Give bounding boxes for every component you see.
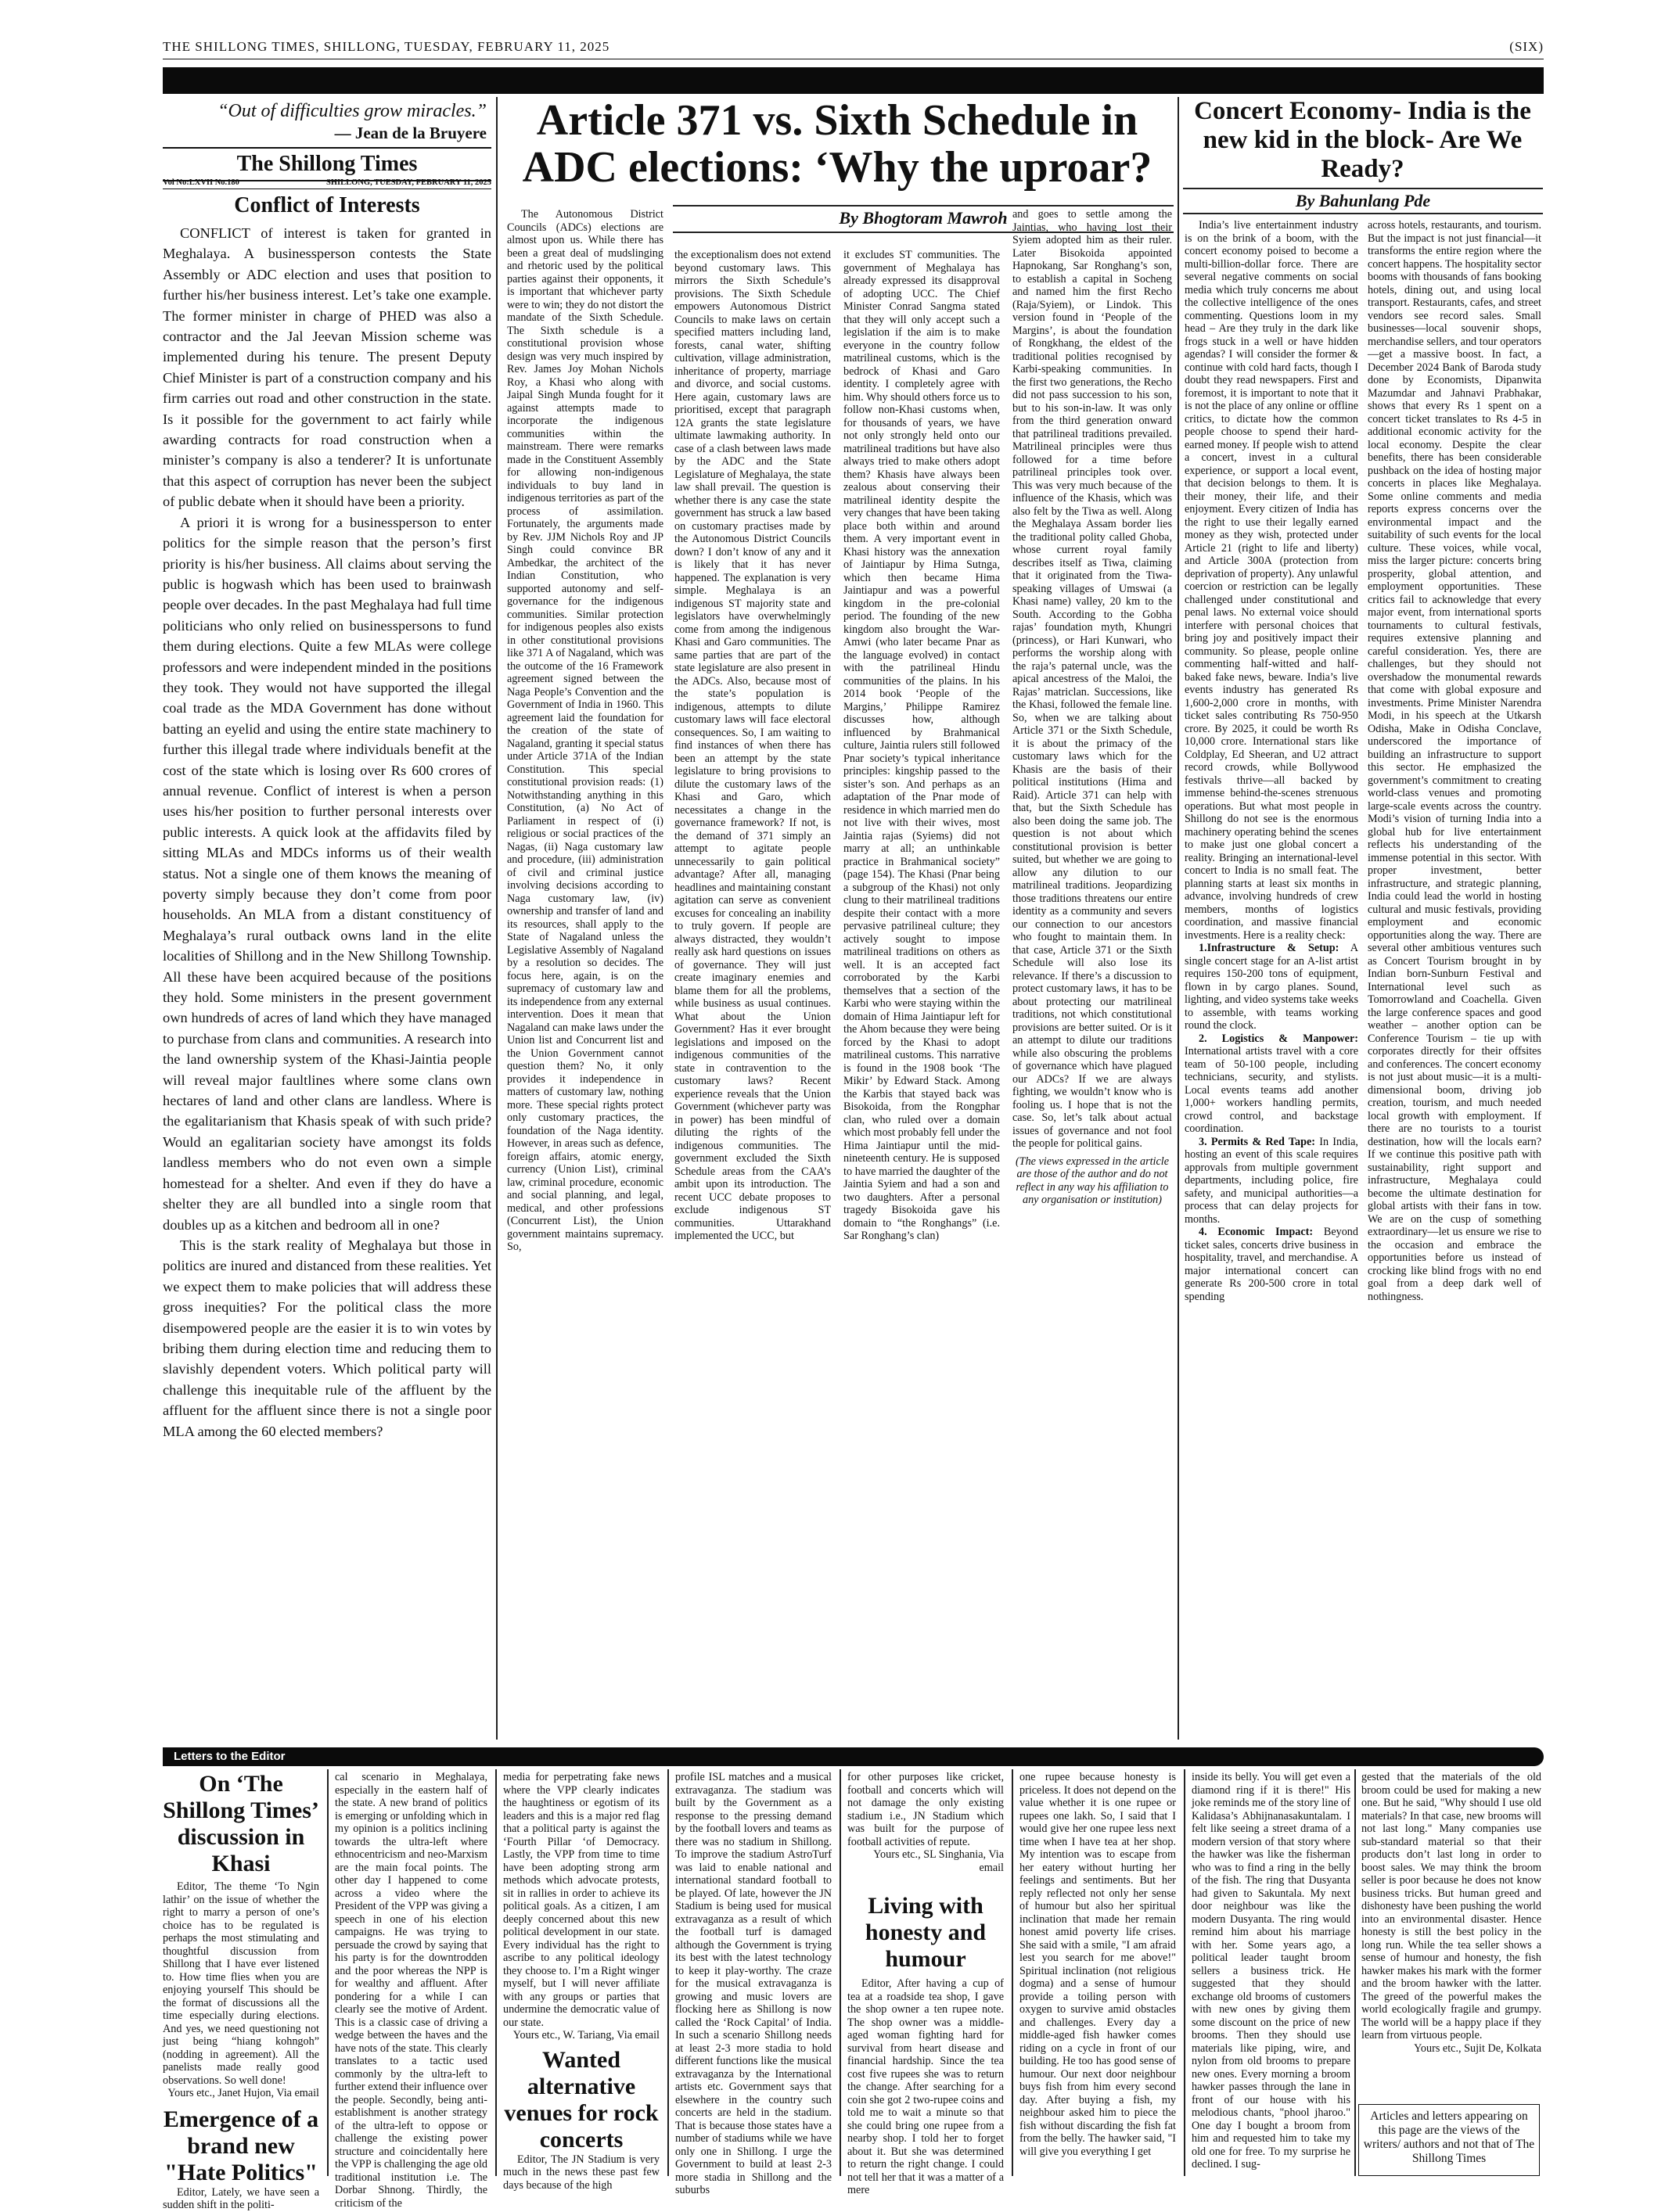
letter-text: inside its belly. You will get even a diamond ring if it is there!" His joke reminds me of the story line of Kalidasa’s Abhijnanasakuntalam. I felt like seeing a street drama of a modern version of that story where the hawker was like the fisherman who was to find a ring in the belly of the fish. The ring that Dusyanta had given to Sakuntala. My next door neighbour was like the modern Dusyanta. The ring would remind him about his marriage with her. Some years ago, a political leader taught broom sellers a business trick. He suggested that they should exchange old brooms of customers with new ones by giving them some discount on the price of new brooms. Then they should use materials like piping, wire, and nylon from old brooms to prepare new ones. Every morning a broom hawker passes through the lane in front of our house with his melodious chants, "phool jharoo." One day I bought a broom from him and requested him to take my old one for free. To my surprise he declined. I sug- [1192, 1771, 1350, 2171]
masthead-date: SHILLONG, TUESDAY, FEBRUARY 11, 2025 [326, 178, 491, 187]
column-rule [495, 1769, 497, 2176]
letters-column [1192, 1771, 1350, 2176]
running-header [163, 39, 1544, 59]
editorial-paragraph: A priori it is wrong for a businessperson to enter politics for the simple reason that the person’s first priority is his/her business. All claims about serving the public is hogwash which has been used to brainwash people over decades. In the past Meghalaya had full time politicians who only relied on businesspersons to fund them during elections. Quite a few MLAs were college professors and were independent minded in the positions they took. They would not have supported the illegal coal trade as the MDA Government has done without batting an eyelid and using the entire state machinery to further this illegal trade where individuals benefit at the cost of the state which is losing over Rs 600 crores of annual revenue. Conflict of interest is when a person uses his/her position to further personal interests over public interests. A quick look at the affidavits filed by sitting MLAs and MDCs informs us of their wealth status. Not a single one of them knows the meaning of poverty simply because they don’t come from poor households. An MLA from a distant constituency of Meghalaya’s rural outback owns land in the elite localities of Shillong and in the New Shillong Township. All these have been acquired because of the positions they hold. Some ministers in the present government own hundreds of acres of land which they have managed to purchase from clans and communities. A research into the land ownership system of the Khasi-Jaintia people will reveal major faultlines where some clans own hectares of land and other clans are landless. Where is the egalitarianism that Khasis speak of with such pride? Would an egalitarian society have amongst its folds landless members who do not even own a simple homestead for a shelter. And even if they do have a shelter they are all bundled into a single room that doubles up as a kitchen and bedroom all in one? [163, 514, 491, 1233]
masthead-dateline [163, 178, 491, 189]
article1-column [674, 249, 831, 1737]
letter-title: On ‘The Shillong Times’ discussion in Khasi [163, 1771, 319, 1876]
running-header-left: THE SHILLONG TIMES, SHILLONG, TUESDAY, FEBRUARY 11, 2025 [163, 39, 610, 54]
letter-text: cal scenario in Meghalaya, especially in the eastern half of the state. A new brand of politics is emerging or unfolding which in my opinion is a politics inclining towards the ultra-left where ethnocentricism and neo-Marxism are the main focal points. The other day I happened to come across a video where the President of the VPP was giving a speech in one of his election campaigns. He was trying to persuade the crowd by saying that his party is for the downtrodden and the poor whereas the NPP is for wealthy and affluent. After pondering for a while I can clearly see the motive of Ardent. This is a classic case of driving a wedge between the haves and the have nots of the state. This clearly translates to a tactic used commonly by the ultra-left to further extend their influence over the people. Secondly, being anti-establishment is another strategy of the ultra-left to oppose or challenge the existing power structure and coincidentally here the VPP is challenging the age old traditional institution i.e. The Dorbar Shnong. Thirdly, the criticism of the [335, 1771, 487, 2210]
letter-text: gested that the materials of the old broom could be used for making a new one. But he said, "Why should I use old materials? In that case, new brooms will not last long." Many companies use sub-standard material so that their products don’t last long in order to boost sales. We may think the broom seller is poor because he does not know business tricks. But human greed and dishonesty have been pushing the world into an environmental disaster. Hence honesty is still the best policy in the long run. While the tea seller shows a sense of humour and honesty, the fish hawker makes his mark with the former and the broom hawker with the latter. The greed of the powerful makes the world ecologically fragile and grumpy. The world will be a happy place if they learn from virtuous people. [1361, 1771, 1541, 2041]
column-rule [1184, 1769, 1185, 2176]
letter-title: Emergence of a brand new "Hate Politics" [163, 2106, 319, 2185]
article1-text: and goes to settle among the Jaintias, who having lost their Syiem adopted him as their ruler. Later Bisokoida appointed Hapnokang, Sar Ronghang’s son, to establish a capital in Socheng and named him the first Recho (Raja/Syiem), or Lindok. This version found in ‘People of the Margins’, is about the foundation of Rongkhang, the eldest of the traditional polities recognised by Karbi-speaking communities. In the first two generations, the Recho did not pass succession to his son, but to his son-in-law. It was only from the third generation onward that patrilineal traditions prevailed. Matrilineal principles were thus followed for a time before patrilineal principles took over. This was very much because of the influence of the Khasis, which was also felt by the Tiwa as well. Along the Meghalaya Assam border lies the traditional polity called Ghoba, whose current royal family describes itself as Tiwa, claiming that it originated from the Tiwa-speaking villages of Umswai (a Khasi name) valley, 20 km to the South. According to the Gobha rajas’ foundation myth, Khungri (princess), or Hari Kunwari, who performs the worship along with the raja’s paternal uncle, was the apical ancestress of the Maloi, the Rajas’ matriclan. Successions, like the Khasi, followed the female line. So, when we are talking about Article 371 or the Sixth Schedule, it is about the primacy of the customary laws which for the Khasis are the basis of their political institutions (Hima and Raid). Article 371 can help with that, but the Sixth Schedule has also been doing the same job. The question is not about which constitutional provision is better suited, but whether we are going to allow any dilution to our matrilineal traditions. Jeopardizing those traditions threatens our entire identity as a community and severs our connection to our ancestors who fought to maintain them. In that case, Article 371 or the Sixth Schedule will also lose its relevance. If there’s a discussion to protect customary laws, it has to be about protecting our matrilineal traditions, not which constitutional provisions are better suited. Or is it an attempt to dilute our traditions while also obscuring the problems of governance which have plagued our ADCs? If we are always fighting, we wouldn’t know who is fooling us. I hope that is not the case. So, let’s talk about actual issues of governance and not fool the people for political gains. [1012, 208, 1172, 1150]
article2-point: 3. Permits & Red Tape: In India, hosting an event of this scale requires approvals from multiple government departments, including police, fire safety, and municipal authorities—a process that can delay projects for months. [1185, 1135, 1358, 1226]
letter-signature: Yours etc., Sujit De, Kolkata [1414, 2041, 1541, 2055]
column-rule [840, 1769, 841, 2176]
letter-signature: Yours etc., W. Tariang, Via email [512, 2029, 660, 2041]
editorial-title: Conflict of Interests [234, 193, 420, 217]
article1-column [843, 249, 1000, 1737]
article2-text: across hotels, restaurants, and tourism. But the impact is not just financial—it transforms the entire region where the concert happens. The hospitality sector booms with thousands of fans booking hotels, dining out, and using local transport. Restaurants, cafes, and street vendors see record sales. Small businesses—local souvenir shops, merchandise sellers, and tour operators—get a massive boost. In fact, a December 2024 Bank of Baroda study done by Economists, Dipanwita Mazumdar and Jahnavi Prabhakar, shows that every Rs 1 spent on a concert ticket translates to Rs 4-5 in additional economic activity for the local economy. Despite the clear benefits, there has been considerable pushback on the idea of hosting major concerts in places like Meghalaya. Some online comments and media reports express concerns over the environmental impact and the suitability of such events for the local culture. These voices, while vocal, miss the larger picture: concerts bring prosperity, global attention, and employment opportunities. These critics fail to acknowledge that every major event, from international sports tournaments to cultural festivals, requires extensive planning and careful consideration. Yes, there are challenges, but they should not overshadow the monumental rewards that come with global exposure and investments. Prime Minister Narendra Modi, in his speech at the Utkarsh Odisha, Make in Odisha Conclave, underscored the importance of building an infrastructure to support this sector. He emphasized the government’s commitment to creating world-class venues and promoting large-scale events across the country. Modi’s vision of turning India into a global hub for live entertainment reflects his understanding of the immense potential in this sector. With proper investment, better infrastructure, and strategic planning, India could lead the world in hosting cultural and music festivals, providing employment and economic opportunities along the way. There are several other ambitious ventures such as Concert Tourism brought in by Indian born-Sunburn Festival and International level such as Tomorrowland and Coachella. Given the large conference spaces and good weather – another option can be Conference Tourism – tie up with corporates directly for their offsites and conferences. The concert economy is not just about music—it is a multi-dimensional boom, driving job creation, tourism, and much needed local growth with employment. If there are no tourists to a tourist destination, how will the locals earn? If we continue this positive path with sustainability, right support and infrastructure, Meghalaya could become the ultimate destination for global artists with their fans in tow. We are on the cusp of something extraordinary—let us ensure we rise to the occasion and embrace the opportunities before us instead of crocking like blind frogs with no end goal from a deep dark well of nothingness. [1368, 219, 1541, 1303]
page-number: (SIX) [1509, 39, 1544, 54]
letters-column [335, 1771, 487, 2210]
article2-point: 2. Logistics & Manpower: International artists travel with a core team of 50-100 people, including technicians, security, and stylists. Local events teams add another 1,000+ workers handling permits, crowd control, and backstage coordination. [1185, 1032, 1358, 1135]
letters-column [1019, 1771, 1176, 2176]
article2-point: 1.Infrastructure & Setup: A single concert stage for an A-list artist requires 150-200 tons of equipment, flown in by cargo planes. Sound, lighting, and video systems take weeks to assemble, with teams working round the clock. [1185, 942, 1359, 1032]
article2-point: 4. Economic Impact: Beyond ticket sales, concerts drive business in hospitality, travel, and merchandise. A major international concert can generate Rs 200-500 crore in total spending [1185, 1226, 1358, 1303]
letters-column [1361, 1771, 1541, 2099]
article1-text: The Autonomous District Councils (ADCs) elections are almost upon us. While there has been a great deal of mudslinging and rhetoric used by the political parties against their opponents, it is important that whichever party were to win; they do not distort the mandate of the Sixth Schedule. The Sixth schedule is a constitutional provision whose design was very much inspired by Rev. James Joy Mohan Nichols Roy, a Khasi who along with Jaipal Singh Munda fought for it against attempts made to incorporate the indigenous communities within the mainstream. There were remarks made in the Constituent Assembly for allowing non-indigenous individuals to buy land in indigenous territories as part of the process of assimilation. Fortunately, the arguments made by Rev. JJM Nichols Roy and JP Singh could convince BR Ambedkar, the architect of the Indian Constitution, who supported autonomy and self-governance for the indigenous communities. Similar protection for indigenous peoples also exists in other constitutional provisions like 371 A of Nagaland, which was the outcome of the 16 Framework agreement signed between the Naga People’s Convention and the Government of India in 1960. This agreement laid the foundation for the creation of the state of Nagaland, granting it special status under Article 371A of the Indian Constitution. This special constitutional provision reads: (1) Notwithstanding anything in this Constitution, (a) No Act of Parliament in respect of (i) religious or social practices of the Nagas, (ii) Naga customary law and procedure, (iii) administration of civil and criminal justice involving decisions according to Naga customary law, (iv) ownership and transfer of land and its resources, shall apply to the State of Nagaland unless the Legislative Assembly of Nagaland by a resolution so decides. The focus here, again, is on the supremacy of customary law and its independence from any external intervention. Does it mean that Nagaland can make laws under the Union list and Concurrent list and the Union Government cannot question them? No, it only provides it independence in matters of customary law, nothing more. These special rights protect only customary practices, the foundation of the Naga identity. However, in areas such as defence, foreign affairs, atomic energy, currency (Union List), criminal law, criminal procedure, economic and social planning, and legal, medical, and other professions (Concurrent List), the Union government maintains supremacy. So, [507, 208, 663, 1253]
letters-column [675, 1771, 832, 2196]
article1-text: the exceptionalism does not extend beyond customary laws. This mirrors the Sixth Schedule’s provisions. The Sixth Schedule empowers Autonomous District Councils to make laws on certain specified matters including land, forests, canal water, shifting cultivation, village administration, inheritance of property, marriage and divorce, and social customs. Here again, customary laws are prioritised, except that paragraph 12A grants the state legislature ultimate lawmaking authority. In case of a clash between laws made by the ADC and the State Legislature of Meghalaya, the state law shall prevail. The question is whether there is any case the state government has struck a law based on customary practises made by the Autonomous District Councils down? I don’t know of any and it is likely that it has never happened. The explanation is very simple. Meghalaya is an indigenous ST majority state and legislators have overwhelmingly come from among the indigenous Khasi and Garo communities. The same parties that are part of the state legislature are also present in the ADCs. Also, because most of the state’s population is indigenous, attempts to dilute customary laws will face electoral consequences. So, I am waiting to find instances of when there has been an attempt by the state legislature to bring provisions to dilute the customary laws of the Khasi and Garo, which necessitates a change in the governance framework? If not, is the demand of 371 simply an attempt to agitate people unnecessarily to gain political advantage? After all, managing headlines and maintaining constant agitation can serve as convenient excuses for concealing an inability to truly govern. If people are always distracted, they wouldn’t really ask hard questions on issues of governance. They will just create imaginary enemies and blame them for all the problems, while business as usual continues. What about the Union Government? Has it ever brought legislations and imposed on the indigenous communities of the state in contravention to the customary laws? Recent experience reveals that the Union Government (whichever party was in power) has been mindful of diluting the rights of the indigenous communities. The government excluded the Sixth Schedule areas from the CAA’s ambit upon its introduction. The recent UCC debate proposes to exclude indigenous ST communities. Uttarakhand implemented the UCC, but [674, 249, 831, 1242]
byline-rule [1183, 188, 1543, 189]
letter-signature: Yours etc., Janet Hujon, Via email [167, 2087, 319, 2099]
letter-text: Editor, After having a cup of tea at a roadside tea shop, I gave the shop owner a ten rupee note. The shop owner was a middle-aged woman fighting hard for survival from heart disease and financial hardship. Since the tea cost five rupees she was to return the change. After searching for a coin she got 2 two-rupee coins and told me to wait a minute so that she could bring one rupee from a nearby shop. I told her to forget about it. But she was determined to return the right change. I could not tell her that it was a matter of a mere [847, 1977, 1004, 2196]
disclaimer-box: Articles and letters appearing on this page are the views of the writers/ authors and not that of The Shillong Times [1358, 2104, 1540, 2176]
editorial-paragraph: CONFLICT of interest is taken for granted in Meghalaya. A businessperson contests the State Assembly or ADC election and uses that position to further his/her business interest. Let’s take one example. The former minister in charge of PHED was also a contractor and the Jal Jeevan Mission scheme was implemented during his tenure. The present Deputy Chief Minister is part of a construction company and his firm carries out road and other construction in the state. Is it possible for the government to act fairly while awarding contracts for road construction when a minister’s company is also a tenderer? It is unfortunate that this aspect of corruption has never been the subject of public debate when it should have been a priority. [163, 225, 491, 510]
quote-box [174, 100, 487, 144]
article2-column [1368, 219, 1541, 1737]
column-rule [1354, 1769, 1356, 2176]
letter-text: Editor, The JN Stadium is very much in the news these past few days because of the high [503, 2153, 660, 2192]
column-rule [667, 1769, 669, 2176]
letter-title: Wanted alternative venues for rock concerts [504, 2046, 659, 2153]
editorial-paragraph: This is the stark reality of Meghalaya but those in politics are inured and distanced from these realities. Yet we expect them to make policies that will address these gross inequities? For the political class the more disempowered people are the easier it is to win votes by bribing them during election time and reducing them to slavishly dependent voters. Which political party will challenge this inequitable rule of the affluent by the affluent for the affluent since there is not a single poor MLA among the 60 elected members? [163, 1237, 491, 1439]
letter-signature: Yours etc., SL Singhania, Via email [873, 1848, 1004, 1874]
letter-text: profile ISL matches and a musical extravaganza. The stadium was built by the Government as a response to the pressing demand by the football lovers and teams as there was no stadium in Shillong. To improve the stadium AstroTurf was laid to enable national and international standard football to be played. Of late, however the JN Stadium is being used for musical extravaganza as a result of which the football turf is damaged although the Government is trying its best with the latest technology to keep it play-worthy. The craze for the musical extravaganza is growing and music lovers are flocking here as Shillong is now called the ‘Rock Capital’ of India. In such a scenario Shillong needs at least 2-3 more stadia to hold different functions like the musical extravaganza by the International artists etc. Government says that elsewhere in the country such concerts are held in the stadium. That is because those states have a number of stadiums while we have only one in Shillong. I urge the Government to build at least 2-3 more stadia in Shillong and the suburbs [675, 1771, 832, 2196]
letters-column [163, 1771, 319, 2211]
article1-column [507, 208, 663, 1737]
letters-column [503, 1771, 660, 2192]
byline-rule [673, 205, 1174, 206]
volume-number: Vol No:LXVII No.180 [163, 178, 239, 187]
article1-byline: By Bhogtoram Mawroh [839, 208, 1008, 228]
letter-title: Living with honesty and humour [865, 1893, 987, 1972]
masthead-title: The Shillong Times [163, 147, 491, 181]
byline-rule [1183, 213, 1543, 214]
article2-text: India’s live entertainment industry is on the brink of a boom, with the concert economy poised to become a multi-billion-dollar force. There are several negative comments on social media which truly concerns me about the collective intelligence of the ones commenting. Questions loom in my head – Are they truly in the dark like frogs stuck in a well or have hidden agendas? I will consider the former & continue with cold hard facts, though I doubt they read newspapers. First and foremost, it is important to note that it is not the place of any online or offline critics, to dictate how the common people choose to spend their hard-earned money. If people wish to attend a concert, invest in a cultural experience, or support a local event, that decision belongs to them. It is their money, their life, and their enjoyment. Every citizen of India has the right to use their legally earned money as they wish, protected under Article 21 (right to life and liberty) and Article 300A (protection from deprivation of property). Any unlawful coercion or restriction can be legally challenged under constitutional and penal laws. No external voice should interfere with personal choices that bring joy and positively impact their community. So please, people online commenting half-witted and half-baked fake news, beware. India’s live events industry has generated Rs 1,600-2,000 crore in months, with ticket sales contributing Rs 750-950 crore. By 2025, it could be worth Rs 10,000 crore. International stars like Coldplay, Ed Sheeran, and U2 attract record crowds, while Bollywood festivals thrive—all backed by immense behind-the-scenes strenuous operations. But what most people in Shillong do not see is the enormous machinery operating behind the scenes to make just one global concert a reality. Bringing an international-level concert to India is no small feat. The planning starts at least six months in advance, involving hundreds of crew members, months of logistics coordination, and massive financial investments. Here is a reality check: [1185, 219, 1358, 942]
article2-headline: Concert Economy- India is the new kid in the block- Are We Ready? [1194, 97, 1531, 183]
letter-text: media for perpetrating fake news where the VPP clearly indicates the haughtiness or egotism of its leaders and this is a major red flag that a political party is against the ‘Fourth Pillar ‘of Democracy. Lastly, the VPP from time to time have been adopting strong arm methods which advocate protests, sit in rallies in order to achieve its political goals. As a citizen, I am deeply concerned about this new political development in our state. Every individual has the right to ascribe to any political ideology they choose to. I’m a Right winger myself, but I will never affiliate with any groups or parties that undermine the democratic value of our state. [503, 1771, 660, 2029]
column-rule [327, 1769, 329, 2176]
letter-text: Editor, The theme ‘To Ngin lathir’ on the issue of whether the right to marry a person of one’s choice has to be regulated is perhaps the most stimulating and thoughtful discussion from Shillong that I have ever listened to. How time flies when you are enjoying yourself This should be the format of discussions all the time especially during elections. And yes, we need questioning not just being “hiang kohngoh” (nodding in agreement). All the panelists made really good observations. So well done! [163, 1880, 319, 2087]
article2-column [1185, 219, 1358, 1737]
letters-banner [163, 1747, 1544, 1766]
editorial-body [163, 223, 491, 1736]
column-rule [1012, 1769, 1013, 2176]
article1-text: it excludes ST communities. The government of Meghalaya has already expressed its disapproval of adopting UCC. The Chief Minister Conrad Sangma stated that they will only accept such a legislation if the aim is to make everyone in the country follow matrilineal customs, which is the bedrock of Khasi and Garo identity. I completely agree with him. Why should others force us to follow non-Khasi customs when, for thousands of years, we have not only strongly held onto our matrilineal traditions but have also always tried to make others adopt them? Khasis have always been zealous about conserving their matrilineal identity despite the very changes that have been taking place both within and around them. A very important event in Khasi history was the annexation of Jaintiapur by Hima Sutnga, which then became Hima Jaintiapur and was a powerful kingdom in the pre-colonial period. The founding of the new kingdom also brought the War-Amwi (who later became Pnar as the language evolved) in contact with the patrilineal Hindu communities of the plains. In his 2014 book ‘People of the Margins,’ Philippe Ramirez discusses how, although influenced by Brahmanical culture, Jaintia rulers still followed Pnar society’s typical inheritance principles: kingship passed to the sister’s son. And perhaps as an adaptation of the Pnar mode of residence in which married men do not live with their wives, most Jaintia rajas (Syiems) did not marry at all; an unthinkable practice in Brahmanical society” (page 154). The Khasi (Pnar being a subgroup of the Khasi) not only clung to their matrilineal traditions despite their contact with a more pervasive patrilineal culture; they actively sought to impose matrilineal traditions on others as well. It is an accepted fact corroborated by the Karbi themselves that a section of the Karbi who were staying within the domain of Hima Jaintiapur left for the Ahom because they were being forced by the Khasi to adopt matrilineal customs. This narrative is found in the 1908 book ‘The Mikir’ by Edward Stack. Among the Karbis that stayed back was Bisokoida, from the Rongphar clan, who ruled over a domain which most probably fell under the Hima Jaintiapur until the mid-nineteenth century. He is supposed to have married the daughter of the Jaintia Syiem and had a son and two daughters. After a personal tragedy Bisokoida gave his domain to “the Ronghangs” (i.e. Sar Ronghang’s clan) [843, 249, 1000, 1242]
article1-disclaimer: (The views expressed in the article are those of the author and do not reflect in any way his affiliation to any organisation or institution) [1015, 1154, 1170, 1206]
article2-byline: By Bahunlang Pde [1295, 191, 1431, 210]
quote-author: — Jean de la Bruyere [334, 124, 487, 142]
article1-column [1012, 208, 1172, 1737]
letter-text: for other purposes like cricket, football and concerts which will not damage the only existing stadium i.e., JN Stadium which was built for the purpose of football activities of repute. [847, 1771, 1004, 1848]
letters-column [847, 1771, 1004, 2196]
article1-headline: Article 371 vs. Sixth Schedule in ADC elections: ‘Why the uproar? [522, 96, 1152, 192]
letter-text: one rupee because honesty is priceless. It does not depend on the value whether it is one rupee or rupees one lakh. So, I said that I would give her one rupee less next time when I have tea at her shop. My intention was to escape from her eatery without hurting her feelings and sentiments. But her reply reflected not only her sense of humour but also her spiritual inclination that made her remain honest amid poverty life crises. She said with a smile, "I am afraid lest you search for me above!" Spiritual inclination (not religious dogma) and a sense of humour provide a toiling person with oxygen to survive amid obstacles and challenges. Every day a middle-aged fish hawker comes riding on a cycle in front of our building. He too has good sense of humour. Our next door neighbour buys fish from him every second day. After buying a fish, my neighbour asked him to piece the fish without discarding the fish fat from the belly. The hawker said, "I will give you everything I get [1019, 1771, 1176, 2158]
letters-banner-label: Letters to the Editor [174, 1750, 286, 1763]
column-rule [496, 97, 498, 1740]
quote-text: “Out of difficulties grow miracles.” [218, 101, 487, 121]
letter-text: Editor, Lately, we have seen a sudden shift in the politi- [163, 2185, 319, 2211]
top-black-bar [163, 67, 1544, 94]
column-rule [1178, 97, 1179, 1740]
